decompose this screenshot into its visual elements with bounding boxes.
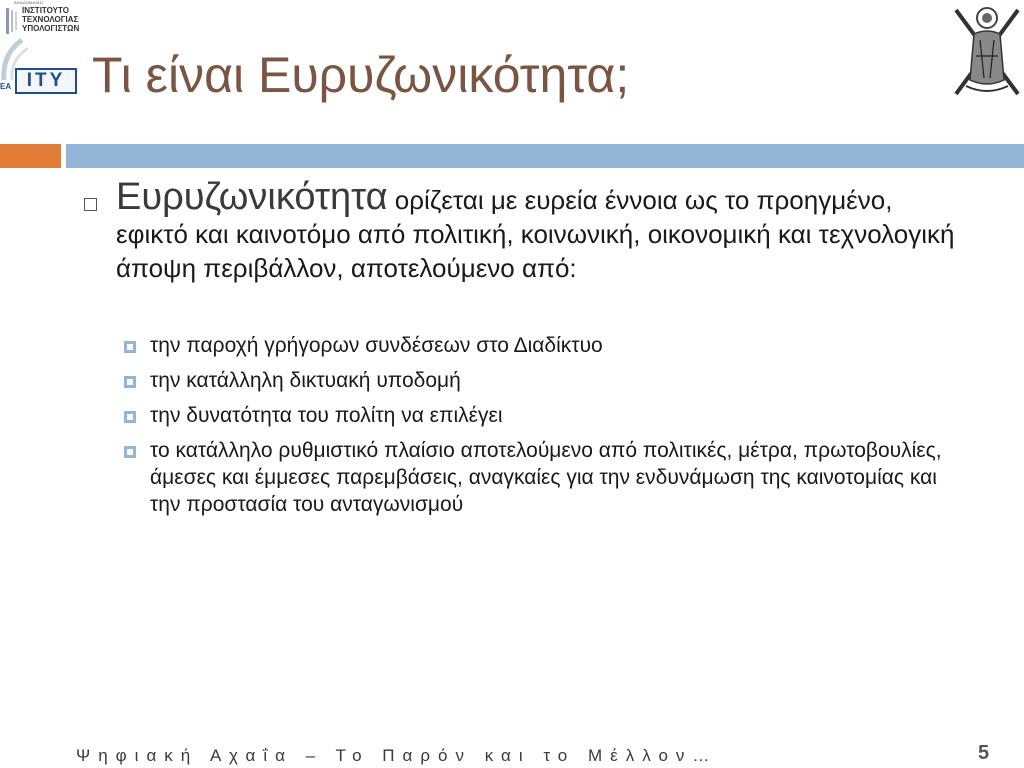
list-item-text: το κατάλληλο ρυθμιστικό πλαίσιο αποτελούμενο από πολιτικές, μέτρα, πρωτοβουλίες, άμεσες και έμμεσες παρεμβάσεις, αναγκαίες για την ενδυνάμωση της καινοτομίας και την προστασία του ανταγωνισμού bbox=[150, 439, 942, 516]
main-definition: ορίζεται με ευρεία έννοια ως το προηγμένο, εφικτό και καινοτόμο από πολιτική, κοινωνική, οικονομική και τεχνολογική άποψη περιβάλλον, αποτελούμενο από: bbox=[116, 185, 955, 283]
accent-bar-blue bbox=[66, 144, 1024, 168]
logo-tagline: ΑΚΑΔΗΜΑΪΚΟ bbox=[14, 0, 44, 5]
square-bullet-icon bbox=[124, 446, 136, 458]
hollow-square-bullet-icon bbox=[84, 198, 97, 211]
institute-logo bbox=[0, 0, 82, 100]
institute-name-line: ΥΠΟΛΟΓΙΣΤΩΝ bbox=[22, 24, 80, 33]
main-paragraph bbox=[116, 176, 956, 285]
list-item-text: την δυνατότητα του πολίτη να επιλέγει bbox=[150, 404, 503, 427]
institute-name bbox=[22, 6, 79, 33]
list-item bbox=[122, 367, 952, 394]
institute-name-line: ΙΝΣΤΙΤΟΥΤΟ bbox=[22, 6, 69, 15]
slide-title: Τι είναι Ευρυζωνικότητα; bbox=[92, 47, 630, 103]
institute-name-line: ΤΕΧΝΟΛΟΓΙΑΣ bbox=[22, 15, 79, 24]
square-bullet-icon bbox=[124, 376, 136, 388]
list-item-text: την κατάλληλη δικτυακή υποδομή bbox=[150, 369, 461, 392]
ity-acronym: ITY bbox=[15, 68, 77, 94]
sub-bullet-list bbox=[122, 332, 952, 526]
logo-side-mark: ΕΑ bbox=[0, 82, 12, 91]
square-bullet-icon bbox=[124, 341, 136, 353]
page-number: 5 bbox=[978, 742, 990, 764]
list-item-text: την παροχή γρήγορων συνδέσεων στο Διαδίκτυο bbox=[150, 334, 603, 357]
square-bullet-icon bbox=[124, 411, 136, 423]
institute-emblem-icon bbox=[2, 6, 20, 36]
main-term: Ευρυζωνικότητα bbox=[116, 176, 388, 218]
saint-andrew-emblem-icon bbox=[950, 0, 1024, 100]
list-item bbox=[122, 437, 952, 518]
list-item bbox=[122, 402, 952, 429]
list-item bbox=[122, 332, 952, 359]
slide-footer: Ψηφιακή Αχαΐα – Το Παρόν και το Μέλλον… bbox=[76, 746, 718, 765]
accent-bar-orange bbox=[0, 144, 61, 168]
